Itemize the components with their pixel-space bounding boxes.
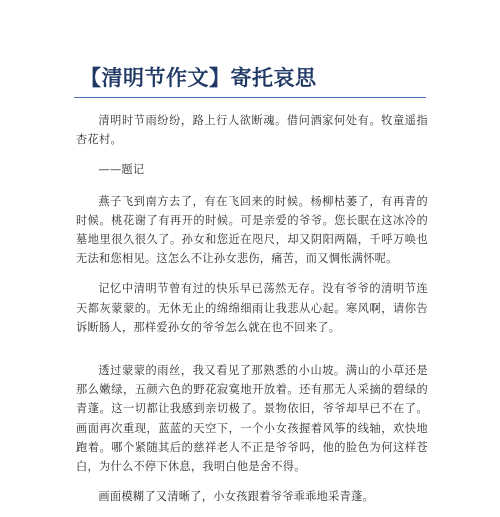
body-paragraph: 画面模糊了又清晰了，小女孩跟着爷爷乖乖地采青蓬。: [98, 490, 375, 504]
epigraph-attribution: ——题记: [98, 163, 145, 177]
title-divider: [74, 97, 426, 98]
body-paragraph: 记忆中清明节曾有过的快乐早已荡然无存。没有爷爷的清明节连天都灰蒙蒙的。无休无止的绵绵细雨让我悲从心起。寒风啊，请你告诉断肠人，那样爱孙女的爷爷怎么就在也不回来了。: [76, 282, 428, 334]
body-paragraph: 燕子飞到南方去了，有在飞回来的时候。杨柳枯萎了，有再青的时候。桃花谢了有再开的时候。可是亲爱的爷爷。您长眠在这冰冷的墓地里很久很久了。孙女和您近在咫尺，却又阴阳两隔，千呼万唤也无法和您相见。这怎么不让孙女悲伤，痛苦，而又惆怅满怀呢。: [76, 194, 428, 266]
article-body: [76, 111, 428, 517]
poem-paragraph: 清明时节雨纷纷，路上行人欲断魂。借问酒家何处有。牧童遥指杏花村。: [76, 114, 428, 147]
article-title: 【清明节作文】寄托哀思: [80, 66, 317, 90]
body-paragraph: 透过蒙蒙的雨丝，我又看见了那熟悉的小山坡。满山的小草还是那么嫩绿，五颜六色的野花寂寞地开放着。还有那无人采摘的碧绿的青蓬。这一切都让我感到亲切极了。景物依旧，爷爷却早已不在了。画面再次重现，蓝蓝的天空下，一个小女孩握着风筝的线轴，欢快地跑着。哪个紧随其后的慈祥老人不正是爷爷吗，他的脸色为何这样苍白，为什么不停下休息，我明白他是舍不得。: [76, 364, 428, 474]
